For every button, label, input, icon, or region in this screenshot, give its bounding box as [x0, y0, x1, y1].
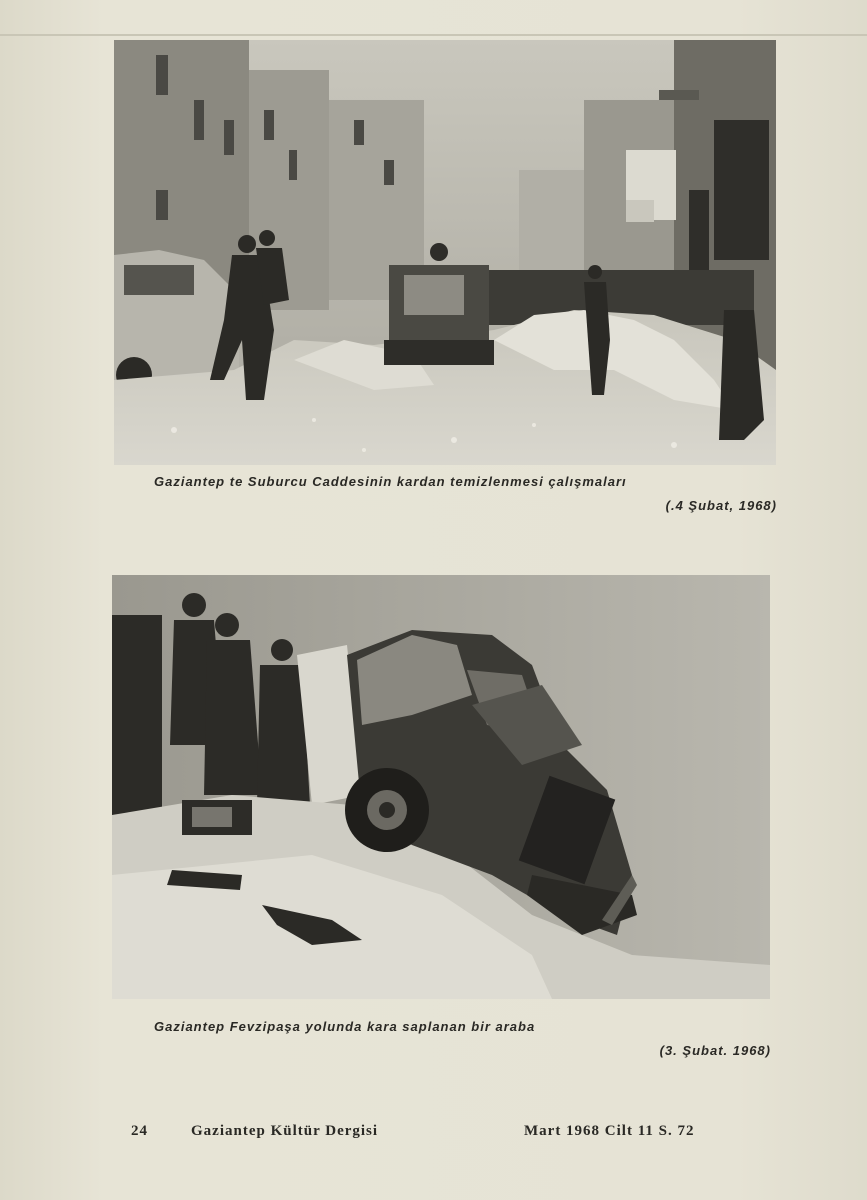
photo-stuck-vehicle-drawing [112, 575, 770, 999]
photo-1-date: (.4 Şubat, 1968) [665, 498, 777, 513]
photo-2-date: (3. Şubat. 1968) [659, 1043, 771, 1058]
photo-stuck-vehicle [112, 575, 770, 999]
photo-snow-clearing [114, 40, 776, 465]
journal-title: Gaziantep Kültür Dergisi [191, 1123, 379, 1139]
issue-info: Mart 1968 Cilt 11 S. 72 [524, 1123, 695, 1139]
photo-snow-clearing-drawing [114, 40, 776, 465]
photo-2-caption: Gaziantep Fevzipaşa yolunda kara saplanan bir araba [154, 1019, 536, 1034]
photo-1-caption: Gaziantep te Suburcu Caddesinin kardan temizlenmesi çalışmaları [154, 474, 627, 489]
page-fold-line [0, 34, 867, 36]
page-number: 24 [131, 1123, 148, 1139]
